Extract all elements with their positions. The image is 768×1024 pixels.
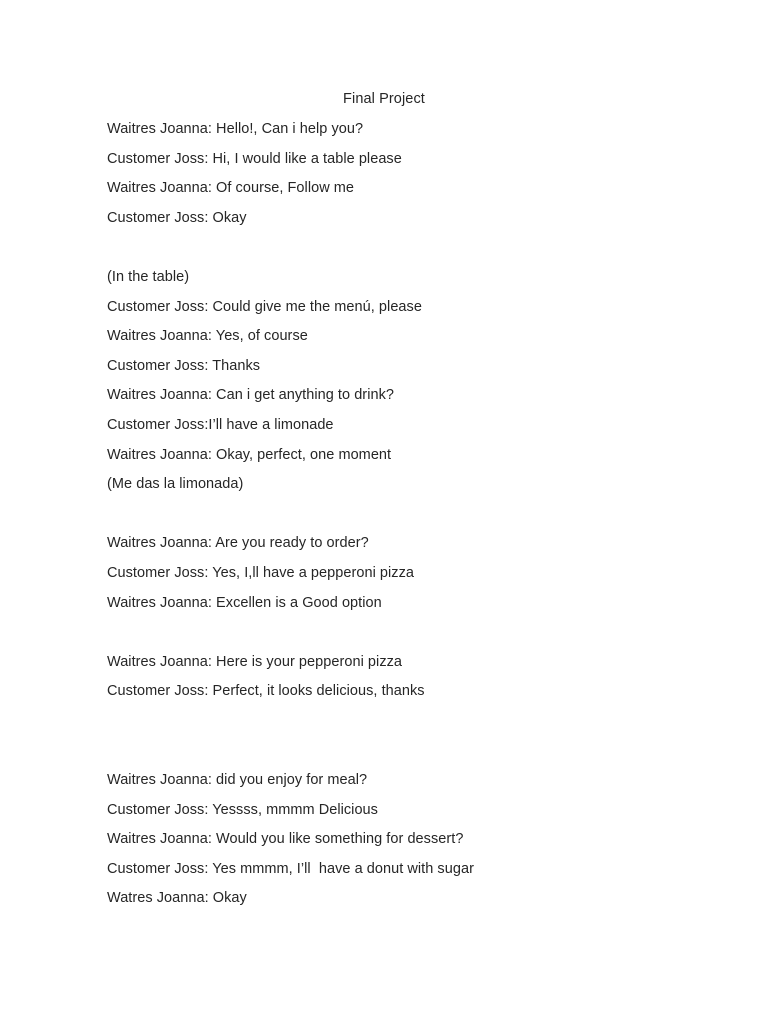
dialogue-line: Waitres Joanna: Can i get anything to drink?: [107, 387, 394, 404]
blank-line: [107, 710, 727, 740]
dialogue-line: Waitres Joanna: Are you ready to order?: [107, 535, 369, 552]
dialogue-line: Customer Joss:I’ll have a limonade: [107, 416, 334, 433]
dialogue-line: Customer Joss: Could give me the menú, please: [107, 298, 422, 315]
stage-direction: (In the table): [107, 268, 190, 285]
dialogue-line: Customer Joss: Perfect, it looks delicious, thanks: [107, 683, 425, 700]
dialogue-line: Watres Joanna: Okay: [107, 890, 247, 907]
blank-line: [107, 621, 727, 651]
dialogue-line: Waitres Joanna: Hello!, Can i help you?: [107, 121, 364, 137]
blank-line: [107, 503, 727, 533]
dialogue-list: [107, 118, 727, 917]
dialogue-line: Waitres Joanna: did you enjoy for meal?: [107, 772, 368, 789]
document-title: Final Project: [343, 91, 425, 107]
dialogue-line: Waitres Joanna: Would you like something for dessert?: [107, 831, 464, 848]
dialogue-line: Customer Joss: Okay: [107, 209, 247, 226]
dialogue-line: Waitres Joanna: Excellen is a Good option: [107, 594, 382, 611]
document-title-container: [0, 88, 768, 110]
dialogue-line: Waitres Joanna: Yes, of course: [107, 328, 308, 345]
dialogue-line: Waitres Joanna: Okay, perfect, one moment: [107, 446, 392, 463]
stage-direction: (Me das la limonada): [107, 476, 244, 493]
dialogue-line: Waitres Joanna: Of course, Follow me: [107, 180, 355, 197]
blank-line: [107, 739, 727, 769]
dialogue-line: Customer Joss: Yes mmmm, I’ll have a donut with sugar: [107, 860, 474, 877]
blank-line: [107, 236, 727, 266]
dialogue-line: Customer Joss: Yes, I,ll have a pepperoni pizza: [107, 564, 415, 581]
dialogue-line: Customer Joss: Yessss, mmmm Delicious: [107, 801, 378, 818]
dialogue-line: Waitres Joanna: Here is your pepperoni pizza: [107, 653, 403, 670]
dialogue-line: Customer Joss: Thanks: [107, 357, 261, 374]
dialogue-line: Customer Joss: Hi, I would like a table please: [107, 150, 402, 167]
